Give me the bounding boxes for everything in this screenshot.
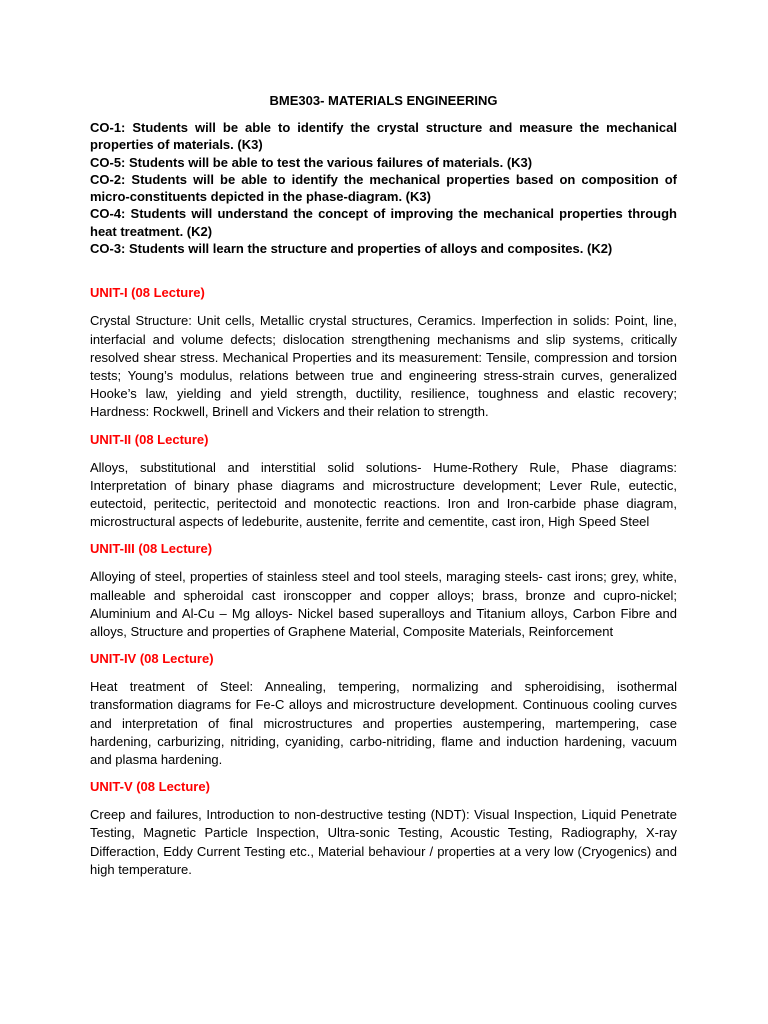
unit-heading: UNIT-V (08 Lecture) [90,779,210,795]
course-outcome-co1: CO-1: Students will be able to identify the crystal structure and measure the mechanical properties of materials. (K3) [90,120,677,153]
page-content [90,92,677,888]
unit-body: Heat treatment of Steel: Annealing, tempering, normalizing and spheroidising, isothermal transformation diagrams for Fe-C alloys and microstructure development. Continuous cooling curves and interpretation of final microstructures and properties austempering, martempering, case hardening, carburizing, nitriding, cyaniding, carbo-nitriding, flame and induction hardening, vacuum and plasma hardening. [90,679,677,768]
unit-heading: UNIT-II (08 Lecture) [90,431,209,447]
unit-body: Creep and failures, Introduction to non-destructive testing (NDT): Visual Inspection, Liquid Penetrate Testing, Magnetic Particle Inspection, Ultra-sonic Testing, Acoustic Testing, Radiography, X-ray Differaction, Eddy Current Testing etc., Material behaviour / properties at a very low (Cryogenics) and high temperature. [90,807,677,877]
course-title: BME303- MATERIALS ENGINEERING [269,93,498,108]
unit-section-3 [90,540,677,641]
unit-section-1 [90,284,677,421]
unit-body: Crystal Structure: Unit cells, Metallic crystal structures, Ceramics. Imperfection in solids: Point, line, interfacial and volume defects; dislocation strengthening mechanisms and slip systems, critically resolved shear stress. Mechanical Properties and its measurement: Tensile, compression and torsion tests; Young’s modulus, relations between true and engineering stress-strain curves, generalized Hooke’s law, yielding and yield strength, ductility, resilience, toughness and elastic recovery; Hardness: Rockwell, Brinell and Vickers and their relation to strength. [90,313,677,420]
course-outcome-co5: CO-5: Students will be able to test the various failures of materials. (K3) [90,154,533,170]
unit-section-5 [90,778,677,879]
course-outcomes [90,119,677,257]
unit-body: Alloying of steel, properties of stainless steel and tool steels, maraging steels- cast irons; grey, white, malleable and spheroidal cast ironscopper and copper alloys; brass, bronze and cupro-nickel; Aluminium and Al-Cu – Mg alloys- Nickel based superalloys and Titanium alloys, Carbon Fibre and alloys, Structure and properties of Graphene Material, Composite Materials, Reinforcement [90,569,677,640]
unit-heading: UNIT-IV (08 Lecture) [90,651,214,667]
unit-section-4 [90,650,677,769]
course-outcome-co2: CO-2: Students will be able to identify the mechanical properties based on composition of micro-constituents depicted in the phase-diagram. (K3) [90,171,677,205]
unit-heading: UNIT-III (08 Lecture) [90,541,213,557]
course-outcome-co3: CO-3: Students will learn the structure and properties of alloys and composites. (K2) [90,241,613,257]
course-outcome-co4: CO-4: Students will understand the concept of improving the mechanical properties through heat treatment. (K2) [90,206,677,239]
unit-section-2 [90,431,677,532]
unit-body: Alloys, substitutional and interstitial solid solutions- Hume-Rothery Rule, Phase diagrams: Interpretation of binary phase diagrams and microstructure development; Lever Rule, eutectic, eutectoid, peritectic, peritectoid and monotectic reactions. Iron and Iron-carbide phase diagram, microstructural aspects of ledeburite, austenite, ferrite and cementite, cast iron, High Speed Steel [90,459,677,530]
unit-heading: UNIT-I (08 Lecture) [90,285,205,301]
